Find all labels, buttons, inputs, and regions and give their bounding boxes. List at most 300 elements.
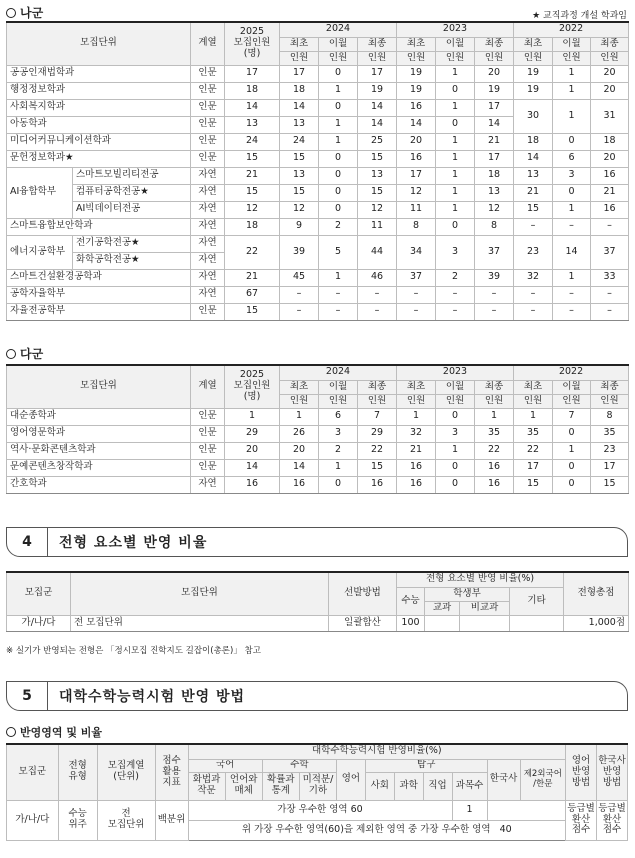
col-history: 한국사: [487, 759, 520, 800]
col-2022: 2022: [514, 365, 629, 380]
table-cell: 16: [397, 459, 436, 476]
table-cell: 전 모집단위: [71, 615, 329, 631]
table-cell: 1: [436, 184, 475, 201]
col-final: 최종: [475, 37, 514, 51]
table-cell: 인문: [191, 442, 225, 459]
col-add: 이월: [319, 380, 358, 394]
table-cell: 12: [225, 201, 280, 218]
col-init-sub: 인원: [280, 394, 319, 408]
col-final-sub: 인원: [591, 394, 629, 408]
col-type: 전형 유형: [58, 744, 97, 800]
col-bigyo: 비교과: [460, 601, 510, 615]
col-k2: 언어와 매체: [225, 772, 262, 800]
table-cell: –: [553, 303, 591, 320]
table-cell: 19: [397, 65, 436, 82]
footnote: ※ 실기가 반영되는 전형은 「정시모집 진학지도 길잡이(총론)」 참고: [6, 646, 261, 656]
table-cell: 13: [358, 167, 397, 184]
hist-method-cell: 등급별 환산 점수: [597, 800, 628, 840]
table-cell: 6: [553, 150, 591, 167]
table-cell: 3: [436, 235, 475, 269]
table-row: [7, 235, 629, 252]
type-cell: 수능 위주: [58, 800, 97, 840]
table-row: [7, 99, 629, 116]
table-cell: –: [397, 303, 436, 320]
table-cell: 13: [514, 167, 553, 184]
table-cell: 15: [280, 184, 319, 201]
table-cell: 12: [475, 201, 514, 218]
table-cell: 19: [514, 65, 553, 82]
table-cell: 15: [514, 201, 553, 218]
table-cell: 22: [358, 442, 397, 459]
col-korean: 국어: [188, 759, 262, 772]
table-cell: 1: [553, 269, 591, 286]
table-cell: 15: [225, 184, 280, 201]
table-cell: 29: [225, 425, 280, 442]
table-cell: 인문: [191, 116, 225, 133]
col-2022: 2022: [514, 22, 629, 37]
table-cell: 3: [319, 425, 358, 442]
col-unit: 모집계열 (단위): [97, 744, 155, 800]
table-cell: 6: [319, 408, 358, 425]
col-etc: 기타: [510, 587, 564, 615]
table-row: [7, 303, 629, 320]
table-cell: 8: [591, 408, 629, 425]
col-init: 최초: [280, 37, 319, 51]
table-cell: 인문: [191, 408, 225, 425]
section-4-banner: [6, 527, 628, 557]
table-cell: 23: [591, 442, 629, 459]
table-cell: 22: [475, 442, 514, 459]
table-row: [7, 82, 629, 99]
col-init-sub: 인원: [280, 51, 319, 65]
table-cell: –: [397, 286, 436, 303]
table-cell: –: [436, 303, 475, 320]
table-cell: 15: [280, 150, 319, 167]
table-cell: 18: [225, 218, 280, 235]
table-cell: 37: [591, 235, 629, 269]
table-cell: 20: [397, 133, 436, 150]
table-cell: 17: [591, 459, 629, 476]
table-row: [7, 218, 629, 235]
table-cell: 16: [280, 476, 319, 493]
table-cell: 35: [514, 425, 553, 442]
table-cell: 20: [591, 82, 629, 99]
table-cell: 자율전공학부: [7, 303, 191, 320]
table-cell: 16: [475, 459, 514, 476]
col-final: 최종: [358, 37, 397, 51]
table-cell: 1: [553, 99, 591, 133]
table-cell: 21: [397, 442, 436, 459]
col-ratio: 전형 요소별 반영 비율(%): [397, 572, 564, 587]
table-cell: 17: [225, 65, 280, 82]
table-cell: 14: [514, 150, 553, 167]
table-cell: 1: [514, 408, 553, 425]
table-cell: 18: [280, 82, 319, 99]
table-cell: 1,000점: [564, 615, 629, 631]
section-da-title: 다군: [6, 345, 43, 362]
subsection-title: 반영영역 및 비율: [6, 724, 102, 740]
table-cell: 17: [475, 99, 514, 116]
table-cell: 17: [514, 459, 553, 476]
eng-method-cell: 등급별 환산 점수: [566, 800, 597, 840]
table-cell: –: [514, 286, 553, 303]
col-add-sub: 인원: [436, 51, 475, 65]
table-cell: 13: [475, 184, 514, 201]
table-cell: 19: [397, 82, 436, 99]
table-cell: 자연: [191, 235, 225, 252]
col-series: 계열: [191, 22, 225, 65]
table-row: [7, 615, 629, 631]
table-cell: 1: [319, 269, 358, 286]
col-group: 모집군: [7, 744, 59, 800]
table-cell: 1: [436, 167, 475, 184]
table-cell: 15: [358, 150, 397, 167]
table-cell: 33: [591, 269, 629, 286]
table-cell: 에너지공학부: [7, 235, 73, 269]
table-cell: 0: [436, 408, 475, 425]
table-cell: 1: [436, 65, 475, 82]
table-cell: 35: [591, 425, 629, 442]
table-cell: 전기공학전공★: [73, 235, 191, 252]
col-2023: 2023: [397, 365, 514, 380]
table-cell: AI빅데이터전공: [73, 201, 191, 218]
table-cell: 인문: [191, 65, 225, 82]
table-cell: 백분위: [155, 800, 188, 840]
table-cell: 23: [514, 235, 553, 269]
table-cell: 가/나/다: [7, 800, 59, 840]
table-cell: 32: [514, 269, 553, 286]
table-cell: 21: [514, 184, 553, 201]
table-cell: 18: [225, 82, 280, 99]
col-final-sub: 인원: [358, 394, 397, 408]
table-cell: 7: [358, 408, 397, 425]
table-cell: 30: [514, 99, 553, 133]
col-init-sub: 인원: [397, 51, 436, 65]
table-cell: 20: [475, 65, 514, 82]
table-cell: 18: [591, 133, 629, 150]
table-cell: 20: [591, 65, 629, 82]
table-cell: 37: [475, 235, 514, 269]
table-cell: 1: [319, 133, 358, 150]
col-add-sub: 인원: [319, 394, 358, 408]
table-cell: 가/나/다: [7, 615, 71, 631]
table-cell: –: [553, 286, 591, 303]
col-add-sub: 인원: [553, 394, 591, 408]
col-2025-quota: 2025 모집인원 (명): [225, 22, 280, 65]
circle-bullet-icon: [6, 8, 16, 18]
col-vocational: 직업: [423, 772, 452, 800]
table-cell: 영어영문학과: [7, 425, 191, 442]
table-cell: 자연: [191, 184, 225, 201]
table-cell: 9: [280, 218, 319, 235]
col-record: 학생부: [425, 587, 510, 601]
table-cell: 18: [475, 167, 514, 184]
col-2025-quota: 2025 모집인원 (명): [225, 365, 280, 408]
table-cell: 0: [436, 82, 475, 99]
table-cell: 0: [436, 116, 475, 133]
table-cell: –: [280, 303, 319, 320]
col-unit: 모집단위: [7, 365, 191, 408]
col-subject-count: 과목수: [452, 772, 487, 800]
table-cell: 5: [319, 235, 358, 269]
table-cell: 26: [280, 425, 319, 442]
table-cell: 16: [397, 476, 436, 493]
table-cell: 0: [553, 184, 591, 201]
col-add: 이월: [319, 37, 358, 51]
table-cell: 0: [553, 425, 591, 442]
table-cell: 16: [225, 476, 280, 493]
table-cell: 17: [358, 65, 397, 82]
na-admission-table: [6, 21, 629, 321]
table-cell: 14: [358, 99, 397, 116]
col-2023: 2023: [397, 22, 514, 37]
table-row: [7, 150, 629, 167]
col-init: 최초: [397, 380, 436, 394]
table-cell: 13: [280, 116, 319, 133]
table-cell: 14: [225, 99, 280, 116]
col-init-sub: 인원: [514, 51, 553, 65]
table-cell: –: [514, 218, 553, 235]
table-row: [7, 167, 629, 184]
table-cell: 34: [397, 235, 436, 269]
table-cell: 1: [225, 408, 280, 425]
table-cell: 12: [358, 201, 397, 218]
table-cell: 1: [436, 133, 475, 150]
table-cell: [460, 615, 510, 631]
table-cell: 0: [319, 150, 358, 167]
table-cell: 35: [475, 425, 514, 442]
table-cell: 대순종학과: [7, 408, 191, 425]
table-cell: 29: [358, 425, 397, 442]
col-init: 최초: [514, 37, 553, 51]
table-cell: –: [319, 286, 358, 303]
col-final: 최종: [591, 380, 629, 394]
table-cell: 인문: [191, 425, 225, 442]
table-cell: 16: [397, 150, 436, 167]
table-cell: 18: [514, 133, 553, 150]
col-suneung: 수능: [397, 587, 425, 615]
table-cell: 37: [397, 269, 436, 286]
table-cell: 1: [397, 408, 436, 425]
table-cell: 14: [475, 116, 514, 133]
table-cell: 11: [397, 201, 436, 218]
table-row: [7, 184, 629, 201]
col-final-sub: 인원: [475, 394, 514, 408]
table-cell: –: [280, 286, 319, 303]
table-cell: 문헌정보학과★: [7, 150, 191, 167]
col-lang2: 제2외국어 /한문: [520, 759, 566, 800]
table-cell: 8: [397, 218, 436, 235]
table-cell: 1: [452, 800, 487, 820]
col-m2: 미적분/ 기하: [299, 772, 336, 800]
table-row: [7, 269, 629, 286]
col-add: 이월: [436, 380, 475, 394]
table-cell: 행정정보학과: [7, 82, 191, 99]
table-cell: 스마트건설환경공학과: [7, 269, 191, 286]
teacher-course-note: ★ 교직과정 개설 학과임: [532, 11, 627, 21]
table-cell: 8: [475, 218, 514, 235]
table-cell: –: [436, 286, 475, 303]
table-cell: 인문: [191, 99, 225, 116]
table-cell: 1: [475, 408, 514, 425]
table-cell: 0: [436, 459, 475, 476]
table-cell: 16: [397, 99, 436, 116]
table-cell: 22: [225, 235, 280, 269]
circle-bullet-icon: [6, 727, 16, 737]
col-index: 점수 활용 지표: [155, 744, 188, 800]
table-cell: 2: [436, 269, 475, 286]
col-add-sub: 인원: [553, 51, 591, 65]
selection-ratio-table: [6, 571, 629, 632]
table-cell: 스마트모빌리티전공: [73, 167, 191, 184]
table-cell: –: [591, 218, 629, 235]
col-inquiry: 탐구: [365, 759, 487, 772]
table-cell: 1: [319, 116, 358, 133]
table-row: [7, 201, 629, 218]
table-cell: 0: [319, 476, 358, 493]
col-gyo: 교과: [425, 601, 460, 615]
table-cell: 위 가장 우수한 영역(60)을 제외한 영역 중 가장 우수한 영역 40: [188, 820, 566, 840]
col-final-sub: 인원: [475, 51, 514, 65]
table-cell: 19: [358, 82, 397, 99]
table-cell: 2: [319, 442, 358, 459]
col-add: 이월: [436, 37, 475, 51]
table-cell: –: [591, 303, 629, 320]
col-add-sub: 인원: [319, 51, 358, 65]
table-cell: 인문: [191, 150, 225, 167]
col-science: 과학: [394, 772, 423, 800]
col-total: 전형총점: [564, 572, 629, 615]
table-cell: 공공인재법학과: [7, 65, 191, 82]
table-cell: 11: [358, 218, 397, 235]
table-cell: –: [514, 303, 553, 320]
table-cell: 인문: [191, 459, 225, 476]
table-cell: 17: [397, 167, 436, 184]
table-cell: –: [475, 303, 514, 320]
table-cell: 0: [553, 133, 591, 150]
table-cell: 1: [319, 82, 358, 99]
table-cell: 25: [358, 133, 397, 150]
table-cell: 24: [280, 133, 319, 150]
table-cell: 자연: [191, 476, 225, 493]
section-na-title: 나군: [6, 4, 43, 21]
table-cell: 자연: [191, 218, 225, 235]
col-math: 수학: [262, 759, 336, 772]
table-cell: 44: [358, 235, 397, 269]
table-cell: 문예콘텐츠창작학과: [7, 459, 191, 476]
col-unit: 모집단위: [71, 572, 329, 615]
table-cell: 화학공학전공★: [73, 252, 191, 269]
table-cell: 0: [553, 459, 591, 476]
circle-bullet-icon: [6, 349, 16, 359]
table-cell: 인문: [191, 133, 225, 150]
col-method: 선발방법: [329, 572, 397, 615]
table-cell: 17: [475, 150, 514, 167]
col-init-sub: 인원: [397, 394, 436, 408]
col-group: 모집군: [7, 572, 71, 615]
col-add: 이월: [553, 37, 591, 51]
col-final: 최종: [591, 37, 629, 51]
table-cell: 16: [591, 201, 629, 218]
table-cell: 3: [436, 425, 475, 442]
table-cell: 자연: [191, 286, 225, 303]
table-cell: 13: [280, 167, 319, 184]
table-row: [7, 65, 629, 82]
table-cell: 0: [436, 218, 475, 235]
table-cell: 7: [553, 408, 591, 425]
table-cell: 사회복지학과: [7, 99, 191, 116]
table-cell: 3: [553, 167, 591, 184]
table-row: [7, 476, 629, 493]
col-final: 최종: [358, 380, 397, 394]
col-2024: 2024: [280, 22, 397, 37]
col-ratio: 대학수학능력시험 반영비율(%): [188, 744, 566, 759]
table-cell: 14: [553, 235, 591, 269]
col-add: 이월: [553, 380, 591, 394]
table-cell: 자연: [191, 201, 225, 218]
table-cell: 1: [280, 408, 319, 425]
table-cell: 0: [553, 476, 591, 493]
col-m1: 확률과 통계: [262, 772, 299, 800]
table-cell: 17: [280, 65, 319, 82]
table-cell: 13: [225, 116, 280, 133]
table-cell: 0: [319, 167, 358, 184]
col-add-sub: 인원: [436, 394, 475, 408]
table-cell: 20: [225, 442, 280, 459]
table-cell: 1: [553, 201, 591, 218]
section-5-banner: [6, 681, 628, 711]
table-cell: [487, 800, 566, 820]
table-cell: 14: [397, 116, 436, 133]
table-cell: 공학자율학부: [7, 286, 191, 303]
table-cell: 1: [553, 65, 591, 82]
table-row: [7, 133, 629, 150]
table-cell: 컴퓨터공학전공★: [73, 184, 191, 201]
table-cell: 0: [319, 99, 358, 116]
table-cell: 가장 우수한 영역 60: [188, 800, 452, 820]
table-cell: 1: [436, 442, 475, 459]
table-row: [7, 425, 629, 442]
table-cell: 1: [436, 150, 475, 167]
table-cell: 12: [280, 201, 319, 218]
table-cell: 15: [358, 459, 397, 476]
table-cell: –: [591, 286, 629, 303]
col-2024: 2024: [280, 365, 397, 380]
table-cell: 1: [319, 459, 358, 476]
table-cell: –: [319, 303, 358, 320]
col-eng-method: 영어 반영 방법: [566, 744, 597, 800]
da-admission-table: [6, 364, 629, 494]
table-cell: 32: [397, 425, 436, 442]
col-final-sub: 인원: [591, 51, 629, 65]
table-cell: 21: [591, 184, 629, 201]
table-cell: 31: [591, 99, 629, 133]
section-number: 4: [7, 528, 48, 556]
col-init: 최초: [397, 37, 436, 51]
table-row: [7, 459, 629, 476]
table-cell: 15: [225, 303, 280, 320]
table-cell: 67: [225, 286, 280, 303]
table-cell: 15: [514, 476, 553, 493]
table-cell: 12: [397, 184, 436, 201]
table-cell: 15: [591, 476, 629, 493]
table-cell: 100: [397, 615, 425, 631]
table-cell: 0: [319, 65, 358, 82]
section-title: 전형 요소별 반영 비율: [59, 535, 208, 551]
table-cell: 역사·문화콘텐츠학과: [7, 442, 191, 459]
table-cell: 15: [225, 150, 280, 167]
table-cell: 45: [280, 269, 319, 286]
